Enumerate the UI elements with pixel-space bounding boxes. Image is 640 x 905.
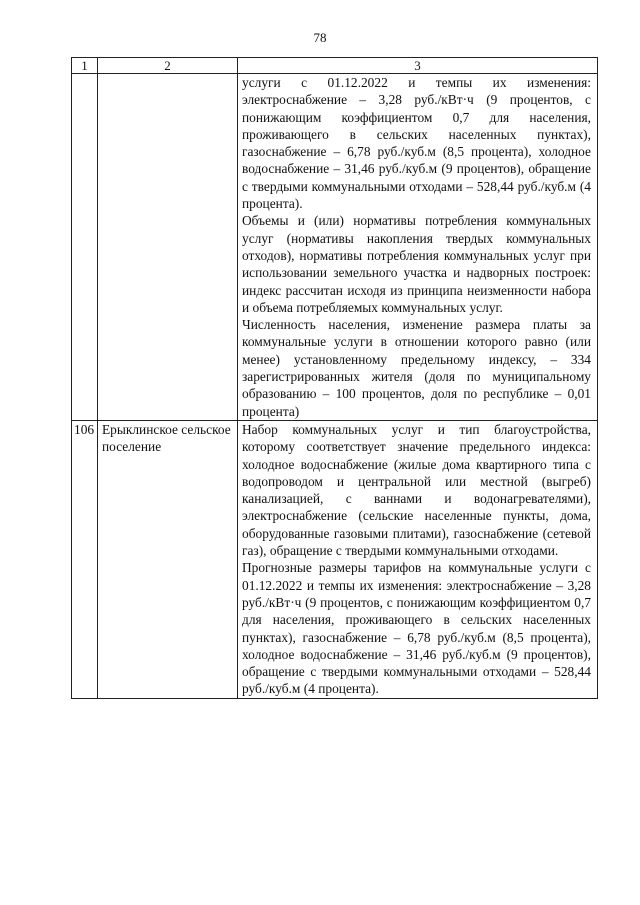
table-row-continuation — [72, 74, 598, 421]
paragraph-volumes: Объемы и (или) нормативы потребления коммунальных услуг (нормативы накопления твердых коммунальных отходов), нормативы потребления коммунальных услуг при использовании земельного участка и надворных построек: индекс рассчитан исходя из принципа неизменности набора и объема потребляемых коммунальных услуг. — [242, 213, 591, 315]
table-row-106 — [72, 420, 598, 698]
row-description — [238, 74, 598, 421]
paragraph-service-set: Набор коммунальных услуг и тип благоустройства, которому соответствует значение предельного индекса: холодное водоснабжение (жилые дома квартирного типа с водопроводом и центральной или местной (выгреб) канализацией, с ваннами и водонагревателями), электроснабжение (сельские населенные пункты, дома, оборудованные газовыми плитами), газоснабжение (сетевой газ), обращение с твердыми коммунальными отходами. — [242, 421, 591, 559]
row-number — [72, 74, 98, 421]
table-header-row — [72, 58, 598, 74]
municipality-name: Ерыклинское сельское поселение — [98, 420, 238, 698]
paragraph-population: Численность населения, изменение размера платы за коммунальные услуги в отношении которого равно (или менее) установленному предельному индексу, – 334 зарегистрированных жителя (доля по муниципальному образованию – 100 процентов, доля по республике – 0,01 процента) — [242, 317, 591, 419]
row-number: 106 — [72, 420, 98, 698]
tariff-table — [71, 57, 598, 699]
column-header-2: 2 — [98, 58, 238, 74]
column-header-3: 3 — [238, 58, 598, 74]
paragraph-tariffs: Прогнозные размеры тарифов на коммунальные услуги с 01.12.2022 и темпы их изменения: электроснабжение – 3,28 руб./кВт·ч (9 процентов, с понижающим коэффициентом 0,7 для населения, проживающего в сельских населенных пунктах), газоснабжение – 6,78 руб./куб.м (8,5 процента), холодное водоснабжение – 31,46 руб./куб.м (9 процентов), обращение с твердыми коммунальными отходами – 528,44 руб./куб.м (4 процента). — [242, 560, 591, 697]
page-number: 78 — [313, 30, 327, 45]
column-header-1: 1 — [72, 58, 98, 74]
paragraph-tariffs: услуги с 01.12.2022 и темпы их изменения: электроснабжение – 3,28 руб./кВт·ч (9 процентов, с понижающим коэффициентом 0,7 для населения, проживающего в сельских населенных пунктах), газоснабжение – 6,78 руб./куб.м (8,5 процента), холодное водоснабжение – 31,46 руб./куб.м (9 процентов), обращение с твердыми коммунальными отходами – 528,44 руб./куб.м (4 процента). — [242, 75, 591, 212]
row-description — [238, 420, 598, 698]
municipality-name — [98, 74, 238, 421]
